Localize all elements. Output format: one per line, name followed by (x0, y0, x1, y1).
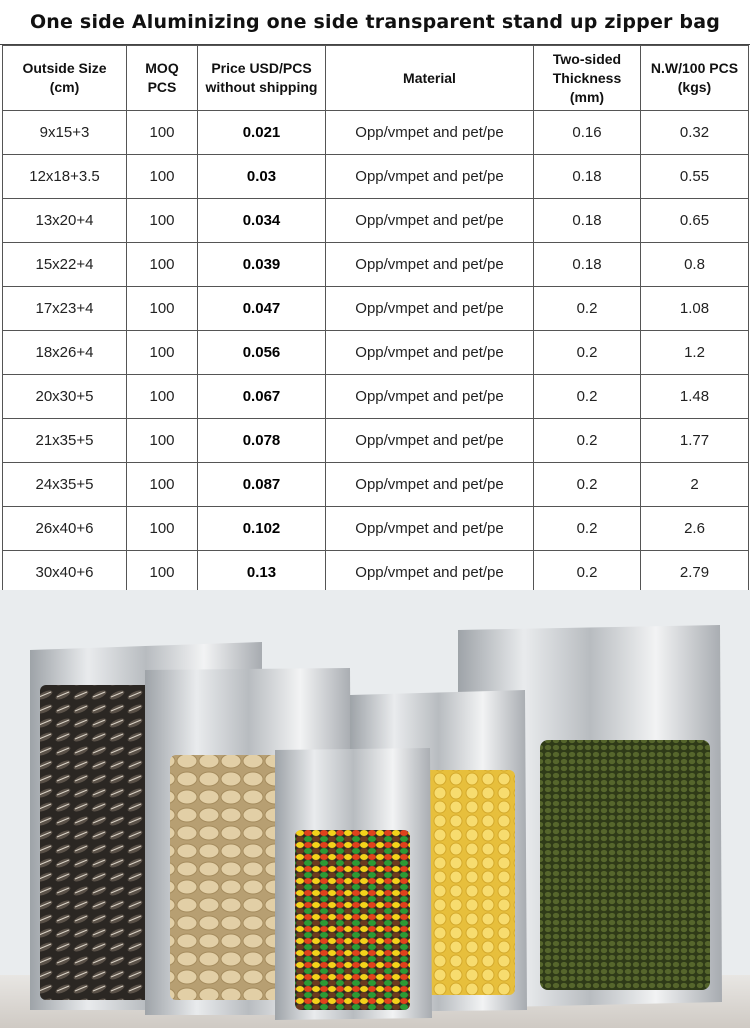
cell-price: 0.039 (198, 243, 326, 287)
cell-thickness: 0.2 (534, 287, 641, 331)
cell-price: 0.13 (198, 551, 326, 595)
table-row (3, 331, 749, 375)
cell-size: 30x40+6 (3, 551, 127, 595)
cell-size: 13x20+4 (3, 199, 127, 243)
cell-material: Opp/vmpet and pet/pe (326, 111, 534, 155)
table-row (3, 199, 749, 243)
table-row (3, 243, 749, 287)
cell-moq: 100 (127, 507, 198, 551)
cell-moq: 100 (127, 287, 198, 331)
cell-price: 0.056 (198, 331, 326, 375)
cell-moq: 100 (127, 331, 198, 375)
cell-thickness: 0.18 (534, 243, 641, 287)
cell-moq: 100 (127, 375, 198, 419)
cell-moq: 100 (127, 243, 198, 287)
cell-price: 0.078 (198, 419, 326, 463)
cell-thickness: 0.2 (534, 331, 641, 375)
price-table (2, 45, 749, 595)
cell-weight: 2.6 (641, 507, 749, 551)
header-moq: MOQ PCS (127, 46, 198, 111)
table-row (3, 375, 749, 419)
table-body (3, 111, 749, 595)
table-row (3, 419, 749, 463)
table-row (3, 155, 749, 199)
cell-weight: 0.55 (641, 155, 749, 199)
cell-thickness: 0.2 (534, 551, 641, 595)
cell-thickness: 0.18 (534, 155, 641, 199)
cell-thickness: 0.16 (534, 111, 641, 155)
cell-thickness: 0.2 (534, 375, 641, 419)
cell-size: 18x26+4 (3, 331, 127, 375)
cell-weight: 2 (641, 463, 749, 507)
cell-material: Opp/vmpet and pet/pe (326, 419, 534, 463)
header-thickness: Two-sided Thickness (mm) (534, 46, 641, 111)
cell-weight: 0.32 (641, 111, 749, 155)
colored-candy-bag (275, 748, 432, 1020)
cell-material: Opp/vmpet and pet/pe (326, 243, 534, 287)
product-photo (0, 590, 750, 1028)
cell-thickness: 0.18 (534, 199, 641, 243)
cell-moq: 100 (127, 463, 198, 507)
cell-price: 0.067 (198, 375, 326, 419)
cell-size: 12x18+3.5 (3, 155, 127, 199)
cell-weight: 0.8 (641, 243, 749, 287)
header-material: Material (326, 46, 534, 111)
cell-material: Opp/vmpet and pet/pe (326, 375, 534, 419)
stand-up-bags-illustration (0, 590, 750, 1028)
cell-moq: 100 (127, 419, 198, 463)
table-row (3, 551, 749, 595)
cell-size: 9x15+3 (3, 111, 127, 155)
cell-moq: 100 (127, 111, 198, 155)
cell-size: 21x35+5 (3, 419, 127, 463)
cell-price: 0.087 (198, 463, 326, 507)
cell-material: Opp/vmpet and pet/pe (326, 287, 534, 331)
cell-material: Opp/vmpet and pet/pe (326, 551, 534, 595)
cell-thickness: 0.2 (534, 419, 641, 463)
table-row (3, 463, 749, 507)
cell-price: 0.03 (198, 155, 326, 199)
cell-thickness: 0.2 (534, 507, 641, 551)
cell-moq: 100 (127, 155, 198, 199)
cell-price: 0.021 (198, 111, 326, 155)
cell-size: 20x30+5 (3, 375, 127, 419)
header-price: Price USD/PCS without shipping (198, 46, 326, 111)
header-size: Outside Size (cm) (3, 46, 127, 111)
table-row (3, 287, 749, 331)
cell-moq: 100 (127, 551, 198, 595)
cell-weight: 1.77 (641, 419, 749, 463)
table-row (3, 507, 749, 551)
cell-price: 0.102 (198, 507, 326, 551)
cell-weight: 2.79 (641, 551, 749, 595)
cell-size: 17x23+4 (3, 287, 127, 331)
cell-material: Opp/vmpet and pet/pe (326, 155, 534, 199)
cell-material: Opp/vmpet and pet/pe (326, 507, 534, 551)
cell-material: Opp/vmpet and pet/pe (326, 199, 534, 243)
table-row (3, 111, 749, 155)
cell-price: 0.047 (198, 287, 326, 331)
cell-size: 24x35+5 (3, 463, 127, 507)
cell-weight: 1.08 (641, 287, 749, 331)
table-title: One side Aluminizing one side transparent stand up zipper bag (0, 0, 750, 45)
cell-weight: 1.48 (641, 375, 749, 419)
header-weight: N.W/100 PCS (kgs) (641, 46, 749, 111)
table-header-row (3, 46, 749, 111)
cell-material: Opp/vmpet and pet/pe (326, 331, 534, 375)
cell-thickness: 0.2 (534, 463, 641, 507)
cell-size: 15x22+4 (3, 243, 127, 287)
cell-weight: 0.65 (641, 199, 749, 243)
cell-weight: 1.2 (641, 331, 749, 375)
cell-moq: 100 (127, 199, 198, 243)
cell-material: Opp/vmpet and pet/pe (326, 463, 534, 507)
cell-price: 0.034 (198, 199, 326, 243)
cell-size: 26x40+6 (3, 507, 127, 551)
